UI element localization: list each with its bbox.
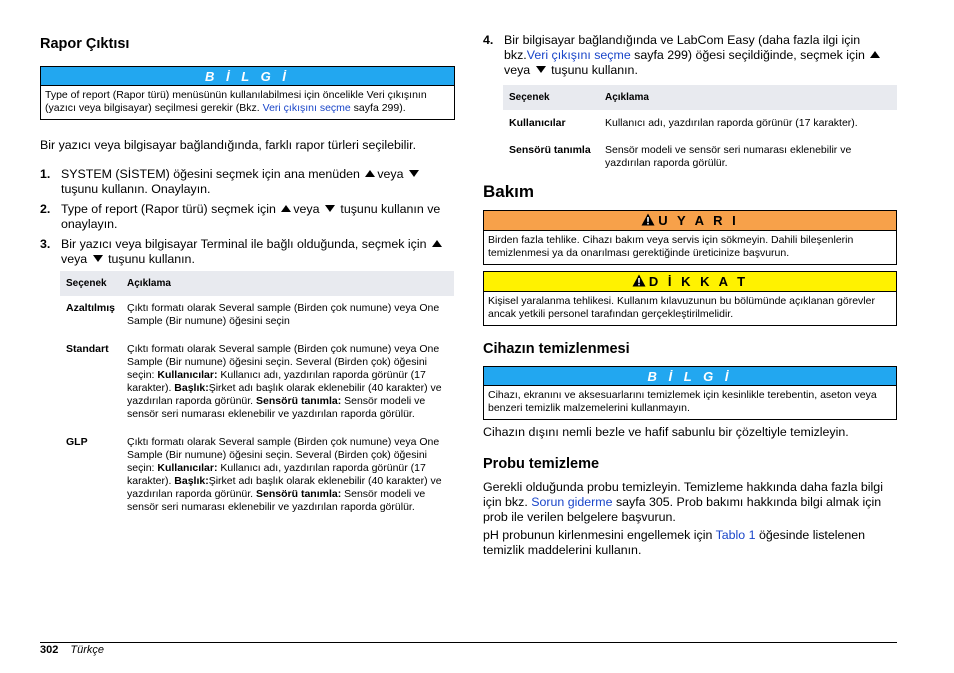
link-table-1[interactable]: Tablo 1 [715, 528, 756, 542]
down-arrow-icon [93, 255, 103, 262]
link-troubleshooting[interactable]: Sorun giderme [531, 495, 613, 509]
warning-text: Birden fazla tehlike. Cihazı bakım veya servis için sökmeyin. Dahili bileşenlerin temizlenmesi ya da onarılması gerektiğinde üreticinize başvurun. [488, 234, 854, 259]
table-cell-desc: Kullanıcı adı, yazdırılan raporda görünür (17 karakter). [605, 117, 858, 129]
table-cell-desc: Çıktı formatı olarak Several sample (Birden çok numune) veya One Sample (Bir numune) öğesini seçin. Several (Birden çok) öğesini seçin: Kullanıcılar: Kullanıcı adı, yazdırılan raporda görünür (17 karakter). Başlık:Şirket adı başlık olarak eklenebilir (40 karakter) ve yazdırılan raporda görünür. Sensörü tanımla: Sensör modeli ve sensör seri numarası eklenebilir ve yazdırılan raporda görülür. [127, 343, 442, 420]
warning-box [483, 210, 897, 265]
warning-label: U Y A R I [484, 211, 896, 231]
section-heading-report-output: Rapor Çıktısı [40, 36, 130, 52]
down-arrow-icon [325, 205, 335, 212]
table-header-row [60, 271, 454, 296]
column-header: Seçenek [503, 85, 599, 110]
table-row [503, 139, 897, 174]
column-header: Açıklama [121, 271, 454, 296]
intro-paragraph: Bir yazıcı veya bilgisayar bağlandığında, farklı rapor türleri seçilebilir. [40, 138, 417, 152]
note-text: Type of report (Rapor türü) menüsünün kullanılabilmesi için öncelikle Veri çıkışının (yazıcı veya bilgisayar) seçilmesi gerekir (Bkz. Veri çıkışını seçme sayfa 299). [45, 89, 427, 114]
section-heading-maintenance: Bakım [483, 182, 535, 201]
cleaning-paragraph: Cihazın dışını nemli bezle ve hafif sabunlu bir çözeltiyle temizleyin. [483, 425, 849, 439]
up-arrow-icon [281, 205, 291, 212]
table-cell-desc: Çıktı formatı olarak Several sample (Birden çok numune) veya One Sample (Bir numune) öğesini seçin. Several (Birden çok) öğesini seçin: Kullanıcılar: Kullanıcı adı, yazdırılan raporda görünür (17 karakter). Başlık:Şirket adı başlık olarak eklenebilir (40 karakter) ve yazdırılan raporda görünür. Sensörü tanımla: Sensör modeli ve sensör seri numarası eklenebilir ve yazdırılan raporda görülür. [127, 436, 442, 513]
up-arrow-icon [870, 51, 880, 58]
note-label: B İ L G İ [484, 367, 896, 386]
step-3: 3. Bir yazıcı veya bilgisayar Terminal ile bağlı olduğunda, seçmek için veya tuşunu kullanın. [40, 237, 455, 267]
section-heading-probe-cleaning: Probu temizleme [483, 456, 600, 472]
section-heading-device-cleaning: Cihazın temizlenmesi [483, 341, 630, 357]
page-number: 302 [40, 644, 59, 656]
down-arrow-icon [409, 170, 419, 177]
footer-language: Türkçe [70, 644, 104, 656]
table-cell-desc: Çıktı formatı olarak Several sample (Birden çok numune) veya One Sample (Bir numune) öğesini seçin [127, 302, 440, 327]
down-arrow-icon [536, 66, 546, 73]
step-list [40, 167, 455, 267]
caution-label: D İ K K A T [484, 272, 896, 292]
labcom-options-table [503, 85, 897, 174]
table-cell-key: Standart [66, 343, 109, 355]
up-arrow-icon [432, 240, 442, 247]
warning-icon [641, 213, 655, 226]
table-row [60, 431, 454, 518]
link-data-output[interactable]: Veri çıkışını seçme [262, 102, 351, 114]
footer-divider [40, 642, 897, 643]
link-data-output[interactable]: Veri çıkışını seçme [526, 48, 631, 62]
table-cell-key: Kullanıcılar [509, 117, 566, 129]
table-cell-desc: Sensör modeli ve sensör seri numarası eklenebilir ve yazdırılan raporda görülür. [605, 144, 852, 169]
table-row [60, 338, 454, 431]
table-cell-key: Azaltılmış [66, 302, 116, 314]
step-2: 2. Type of report (Rapor türü) seçmek için veya tuşunu kullanın ve onaylayın. [40, 202, 441, 231]
note-box-cleaning [483, 366, 897, 420]
page-footer [40, 644, 104, 658]
report-options-table-wrap [60, 271, 454, 518]
table-header-row [503, 85, 897, 110]
probe-paragraph-1: Gerekli olduğunda probu temizleyin. Temizleme hakkında daha fazla bilgi için bkz. Sorun giderme sayfa 305. Prob bakımı hakkında bilgi almak için prob ile verilen belgelere başvurun. [483, 480, 883, 524]
caution-text: Kişisel yaralanma tehlikesi. Kullanım kılavuzunun bu bölümünde açıklanan görevler ancak yetkili personel tarafından gerçekleştirilmelidir. [488, 295, 875, 320]
note-label: B İ L G İ [41, 67, 454, 86]
table-row [60, 296, 454, 338]
labcom-options-table-wrap [503, 85, 897, 174]
step-1: 1. SYSTEM (SİSTEM) öğesini seçmek için ana menüden veya tuşunu kullanın. Onaylayın. [40, 167, 455, 197]
table-row [503, 110, 897, 139]
probe-paragraph-2: pH probunun kirlenmesini engellemek için Tablo 1 öğesinde listelenen temizlik maddelerini kullanın. [483, 528, 866, 557]
column-header: Açıklama [599, 85, 897, 110]
table-cell-key: GLP [66, 436, 88, 448]
note-box [40, 66, 455, 120]
step-4: 4. Bir bilgisayar bağlandığında ve LabCom Easy (daha fazla ilgi için bkz.Veri çıkışını seçme sayfa 299) öğesi seçildiğinde, seçmek için veya tuşunu kullanın. [483, 33, 897, 78]
column-header: Seçenek [60, 271, 121, 296]
table-cell-key: Sensörü tanımla [509, 144, 591, 156]
caution-box [483, 271, 897, 326]
report-options-table [60, 271, 454, 518]
up-arrow-icon [365, 170, 375, 177]
caution-icon [632, 274, 646, 287]
note-text: Cihazı, ekranını ve aksesuarlarını temizlemek için kesinlikle terebentin, aseton veya benzeri temizlik malzemelerini kullanmayın. [488, 389, 877, 414]
